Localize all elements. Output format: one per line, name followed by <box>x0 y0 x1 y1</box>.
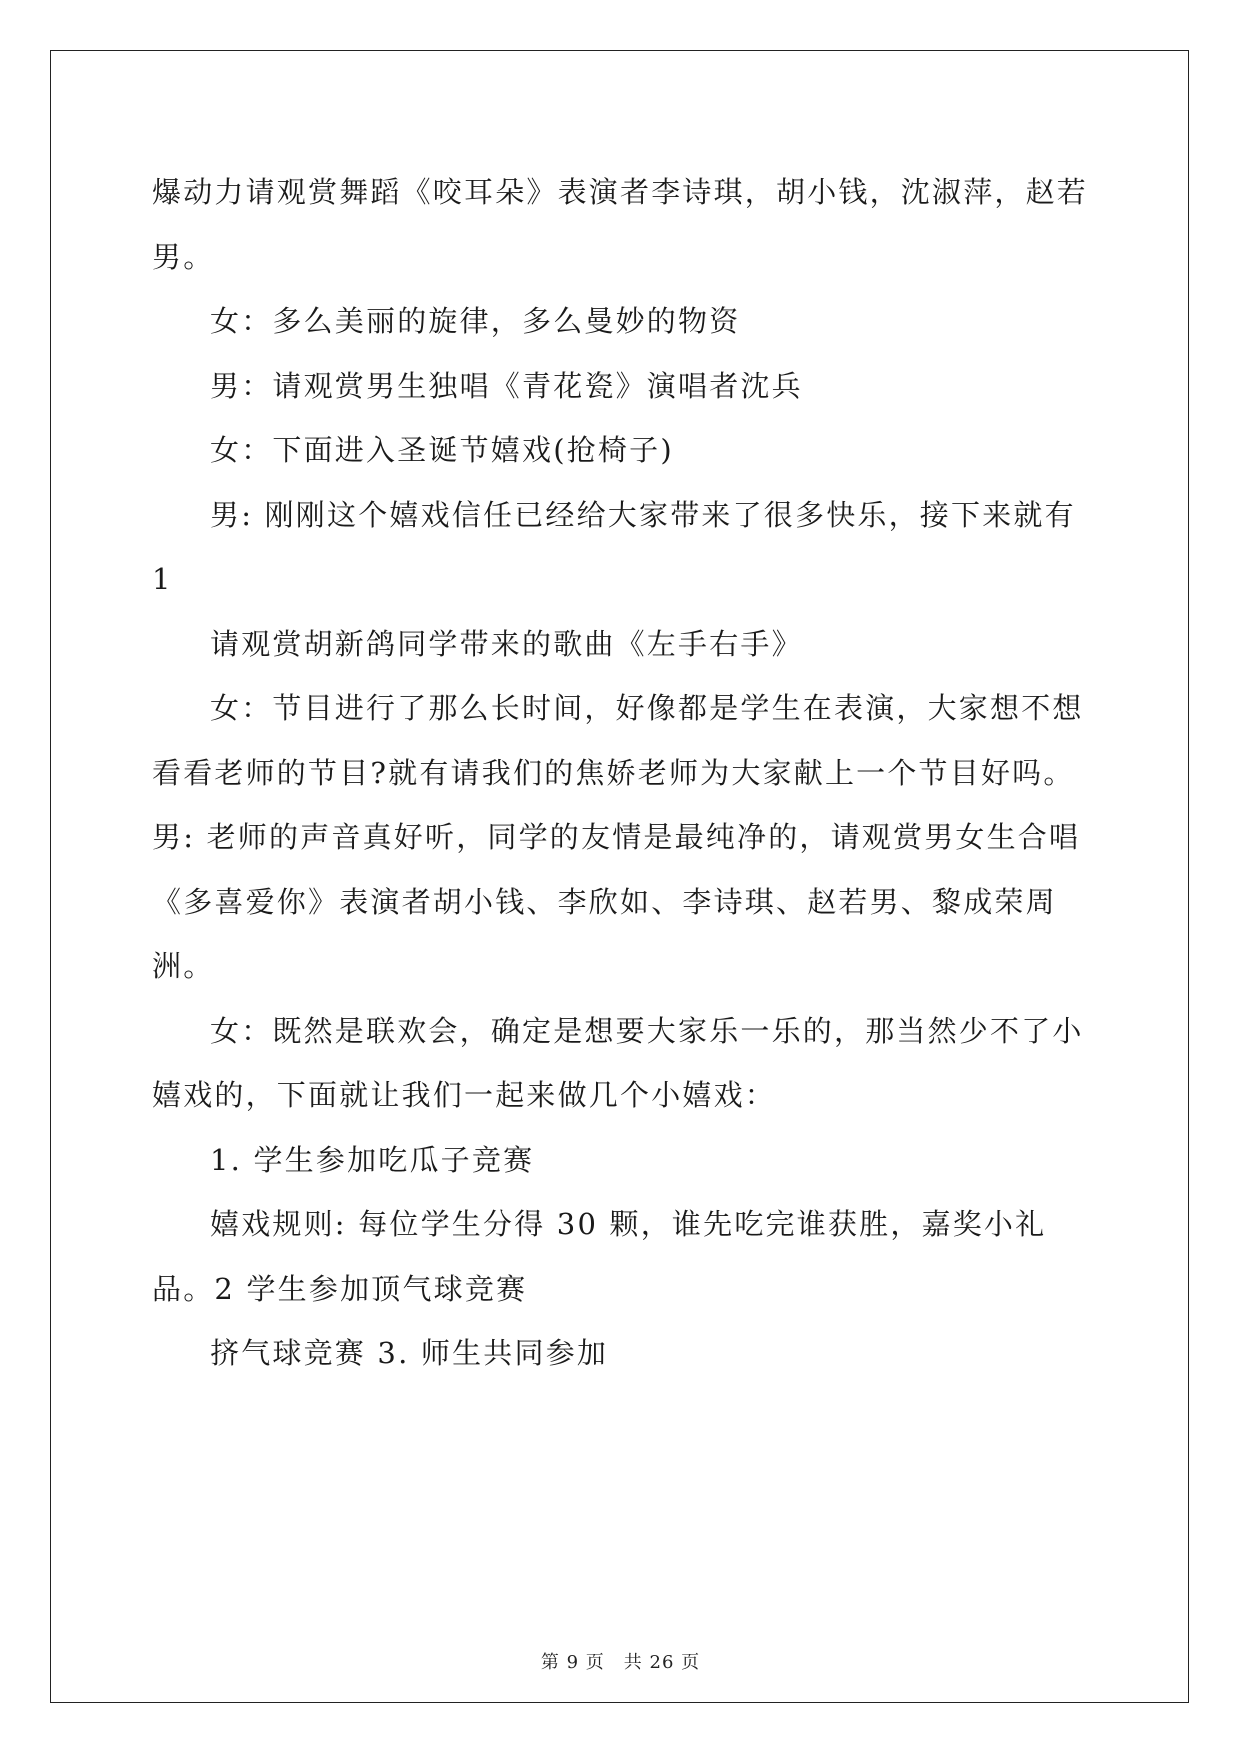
paragraph-1: 爆动力请观赏舞蹈《咬耳朵》表演者李诗琪，胡小钱，沈淑萍，赵若男。 <box>152 175 1089 274</box>
paragraph-4: 女：下面进入圣诞节嬉戏(抢椅子) <box>210 433 674 467</box>
paragraph-7: 女：节目进行了那么长时间，好像都是学生在表演，大家想不想看看老师的节目?就有请我们的焦娇老师为大家献上一个节目好吗。男: 老师的声音真好听，同学的友情是最纯净的，请观赏男女生合唱《多喜爱你》表演者胡小钱、李欣如、李诗琪、赵若男、黎成荣周洲。 <box>152 691 1084 983</box>
paragraph-2: 女：多么美丽的旋律，多么曼妙的物资 <box>210 304 741 338</box>
paragraph-11: 挤气球竞赛 3. 师生共同参加 <box>210 1336 609 1370</box>
document-body <box>152 160 1092 1386</box>
paragraph-6: 请观赏胡新鸽同学带来的歌曲《左手右手》 <box>210 626 803 661</box>
paragraph-8: 女：既然是联欢会，确定是想要大家乐一乐的，那当然少不了小嬉戏的，下面就让我们一起来做几个小嬉戏： <box>152 1013 1084 1112</box>
page-number-footer: 第 9 页 共 26 页 <box>540 1652 701 1673</box>
paragraph-3: 男：请观赏男生独唱《青花瓷》演唱者沈兵 <box>210 368 803 403</box>
paragraph-5: 男: 刚刚这个嬉戏信任已经给大家带来了很多快乐，接下来就有 1 <box>152 497 1076 596</box>
paragraph-10: 嬉戏规则: 每位学生分得 30 颗，谁先吃完谁获胜，嘉奖小礼品。2 学生参加顶气球竞赛 <box>152 1207 1047 1306</box>
paragraph-9: 1. 学生参加吃瓜子竞赛 <box>210 1142 535 1177</box>
